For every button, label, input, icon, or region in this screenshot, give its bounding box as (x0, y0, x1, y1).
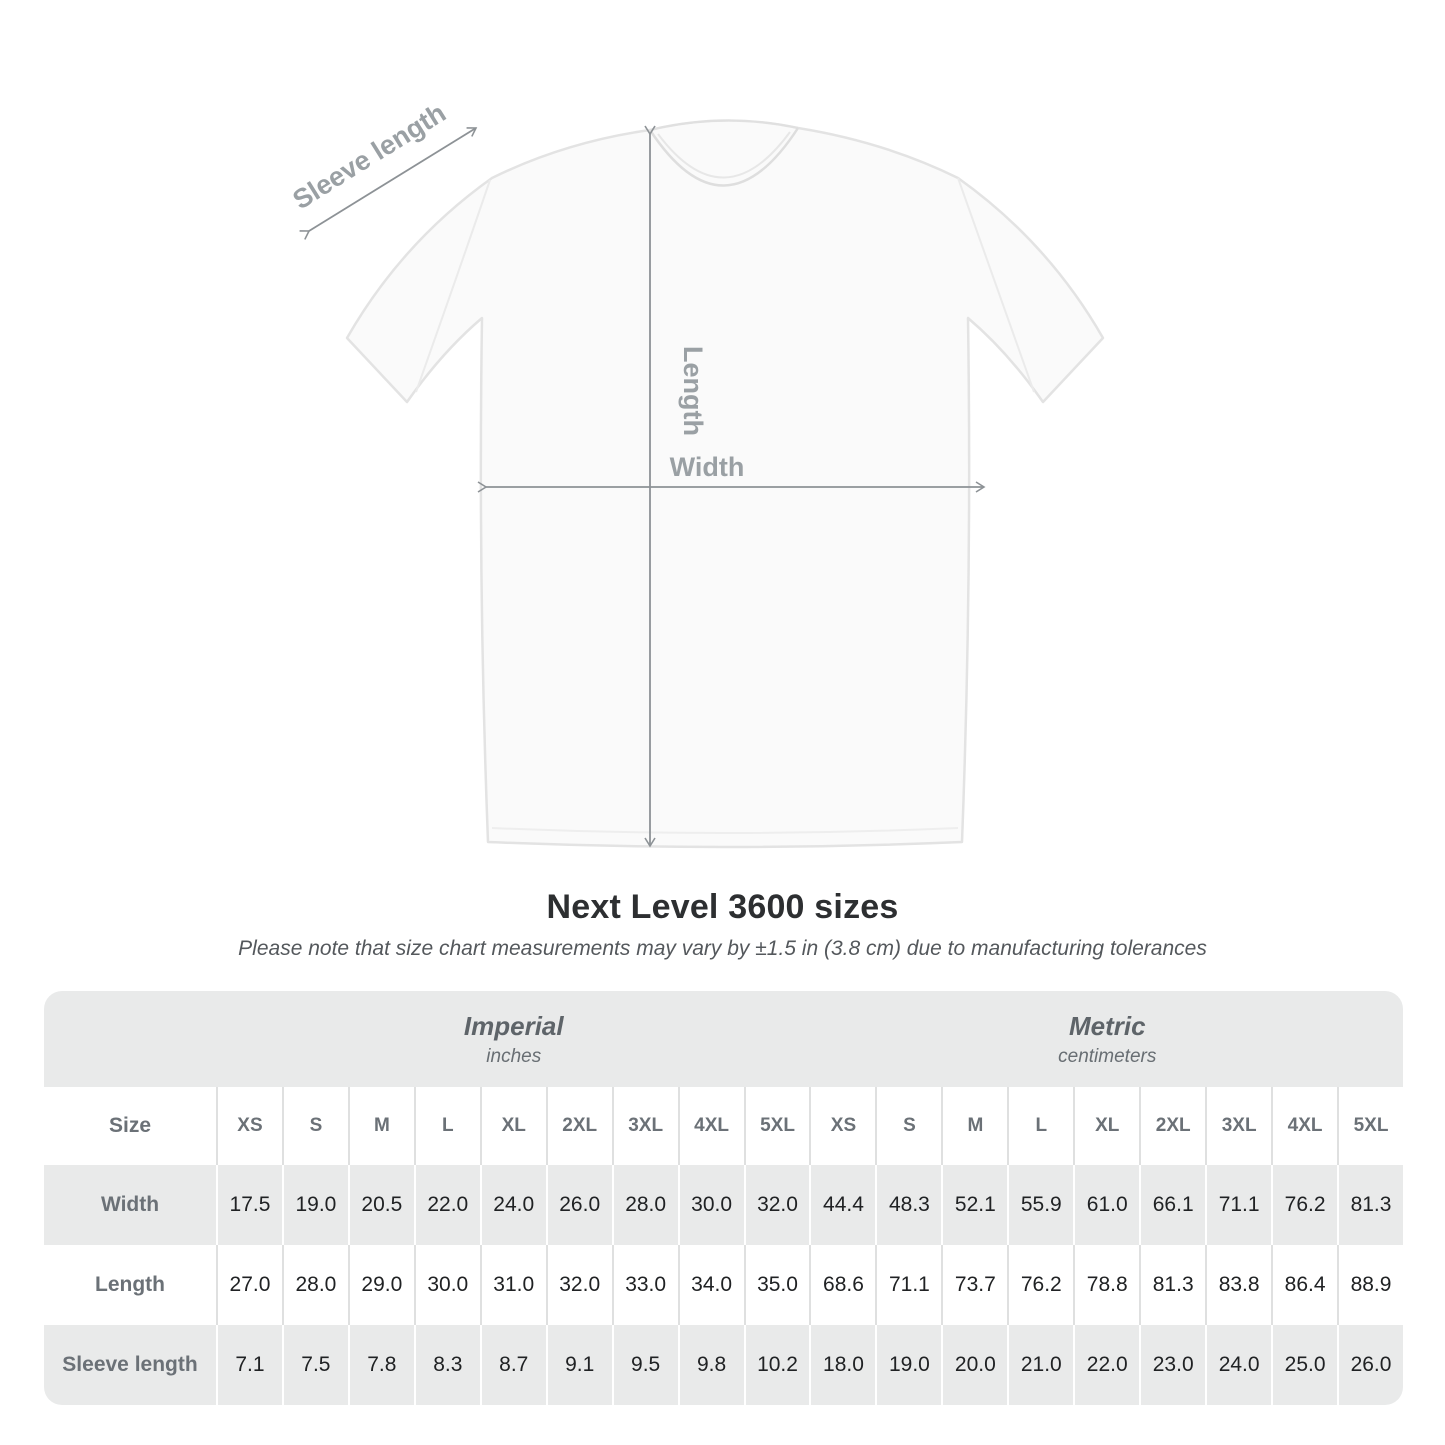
value-cell: 7.5 (284, 1325, 348, 1405)
row-label-cell: Length (44, 1245, 216, 1325)
value-cell: 17.5 (218, 1165, 282, 1245)
value-cell: 18.0 (811, 1325, 875, 1405)
value-cell: 28.0 (614, 1165, 678, 1245)
value-cell: 22.0 (1075, 1325, 1139, 1405)
tolerance-note: Please note that size chart measurements may vary by ±1.5 in (3.8 cm) due to manufacturing tolerances (238, 937, 1207, 960)
size-corner-cell: Size (44, 1087, 216, 1165)
value-cell: 19.0 (284, 1165, 348, 1245)
value-cell: 83.8 (1207, 1245, 1271, 1325)
value-cell: 7.1 (218, 1325, 282, 1405)
value-cell: 28.0 (284, 1245, 348, 1325)
value-cell: 86.4 (1273, 1245, 1337, 1325)
value-cell: 30.0 (680, 1165, 744, 1245)
value-cell: 76.2 (1273, 1165, 1337, 1245)
value-cell: 26.0 (548, 1165, 612, 1245)
size-col-header: XS (811, 1087, 875, 1165)
size-col-header: S (284, 1087, 348, 1165)
table-row-length (44, 1245, 1403, 1325)
value-cell: 20.0 (943, 1325, 1007, 1405)
value-cell: 21.0 (1009, 1325, 1073, 1405)
value-cell: 44.4 (811, 1165, 875, 1245)
size-col-header: S (877, 1087, 941, 1165)
size-col-header: 2XL (548, 1087, 612, 1165)
value-cell: 24.0 (482, 1165, 546, 1245)
value-cell: 22.0 (416, 1165, 480, 1245)
size-table (44, 991, 1403, 1405)
size-col-header: XS (218, 1087, 282, 1165)
row-label-cell: Sleeve length (44, 1325, 216, 1405)
value-cell: 55.9 (1009, 1165, 1073, 1245)
value-cell: 66.1 (1141, 1165, 1205, 1245)
page-title: Next Level 3600 sizes (546, 888, 899, 926)
value-cell: 26.0 (1339, 1325, 1403, 1405)
value-cell: 48.3 (877, 1165, 941, 1245)
size-col-header: 5XL (746, 1087, 810, 1165)
size-col-header: 2XL (1141, 1087, 1205, 1165)
table-row-sleeve-length (44, 1325, 1403, 1405)
size-col-header: 4XL (680, 1087, 744, 1165)
value-cell: 9.1 (548, 1325, 612, 1405)
value-cell: 23.0 (1141, 1325, 1205, 1405)
size-col-header: M (350, 1087, 414, 1165)
metric-header (812, 991, 1404, 1087)
size-col-header: 5XL (1339, 1087, 1403, 1165)
value-cell: 33.0 (614, 1245, 678, 1325)
value-cell: 52.1 (943, 1165, 1007, 1245)
value-cell: 9.5 (614, 1325, 678, 1405)
size-col-header: 3XL (614, 1087, 678, 1165)
size-header-row (44, 1087, 1403, 1165)
table-row-width (44, 1165, 1403, 1245)
value-cell: 76.2 (1009, 1245, 1073, 1325)
value-cell: 81.3 (1141, 1245, 1205, 1325)
size-col-header: 3XL (1207, 1087, 1271, 1165)
value-cell: 20.5 (350, 1165, 414, 1245)
value-cell: 27.0 (218, 1245, 282, 1325)
value-cell: 81.3 (1339, 1165, 1403, 1245)
size-col-header: XL (1075, 1087, 1139, 1165)
value-cell: 10.2 (746, 1325, 810, 1405)
value-cell: 7.8 (350, 1325, 414, 1405)
value-cell: 9.8 (680, 1325, 744, 1405)
value-cell: 31.0 (482, 1245, 546, 1325)
imperial-header (218, 991, 810, 1087)
value-cell: 32.0 (548, 1245, 612, 1325)
length-label: Length (678, 346, 708, 436)
value-cell: 88.9 (1339, 1245, 1403, 1325)
unit-header-band (44, 991, 1403, 1087)
value-cell: 71.1 (1207, 1165, 1271, 1245)
width-label: Width (669, 452, 745, 482)
metric-title: Metric (1068, 1010, 1146, 1041)
value-cell: 78.8 (1075, 1245, 1139, 1325)
row-label-cell: Width (44, 1165, 216, 1245)
size-col-header: L (416, 1087, 480, 1165)
value-cell: 71.1 (877, 1245, 941, 1325)
imperial-unit: inches (486, 1045, 542, 1067)
value-cell: 25.0 (1273, 1325, 1337, 1405)
size-col-header: L (1009, 1087, 1073, 1165)
value-cell: 8.3 (416, 1325, 480, 1405)
value-cell: 30.0 (416, 1245, 480, 1325)
metric-unit: centimeters (1058, 1045, 1157, 1067)
size-col-header: XL (482, 1087, 546, 1165)
value-cell: 68.6 (811, 1245, 875, 1325)
value-cell: 8.7 (482, 1325, 546, 1405)
sleeve-length-label: Sleeve length (287, 97, 451, 216)
value-cell: 61.0 (1075, 1165, 1139, 1245)
imperial-title: Imperial (463, 1010, 564, 1041)
value-cell: 24.0 (1207, 1325, 1271, 1405)
value-cell: 29.0 (350, 1245, 414, 1325)
value-cell: 73.7 (943, 1245, 1007, 1325)
size-col-header: 4XL (1273, 1087, 1337, 1165)
size-col-header: M (943, 1087, 1007, 1165)
value-cell: 32.0 (746, 1165, 810, 1245)
value-cell: 19.0 (877, 1325, 941, 1405)
tshirt-graphic (347, 120, 1103, 847)
value-cell: 35.0 (746, 1245, 810, 1325)
value-cell: 34.0 (680, 1245, 744, 1325)
